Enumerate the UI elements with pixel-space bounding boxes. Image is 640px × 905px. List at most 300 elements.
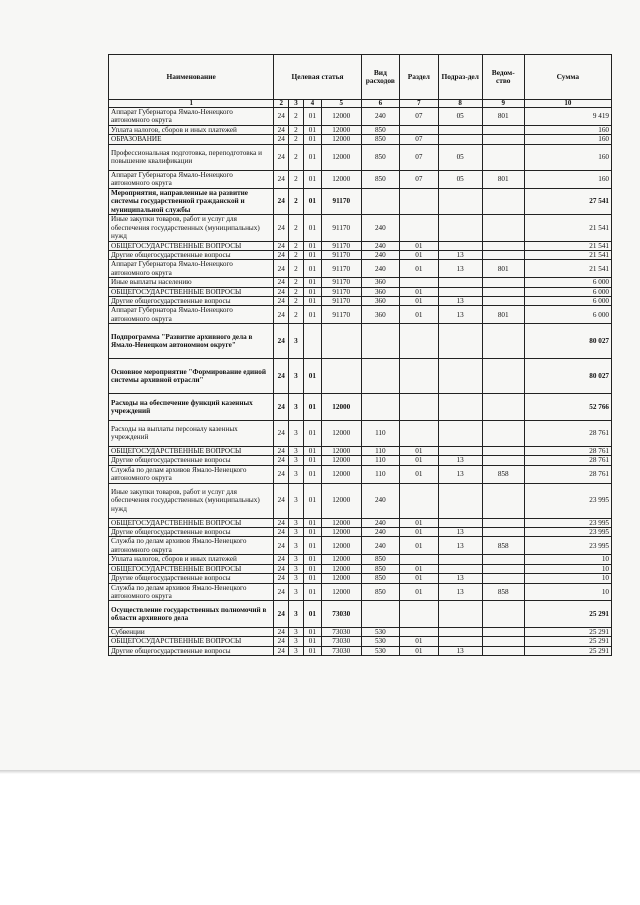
row-activity: 01 xyxy=(303,188,321,214)
table-row xyxy=(109,108,612,126)
row-subsection xyxy=(438,637,482,646)
row-subprogram: 3 xyxy=(289,394,304,420)
row-section xyxy=(400,278,439,287)
row-program: 24 xyxy=(274,637,289,646)
row-subprogram: 2 xyxy=(289,297,304,306)
row-name: Иные закупки товаров, работ и услуг для обеспечения государственных (муниципальных) нужд xyxy=(109,483,274,518)
row-subprogram: 3 xyxy=(289,528,304,537)
row-subprogram: 2 xyxy=(289,125,304,134)
row-subprogram: 3 xyxy=(289,359,304,394)
header-section: Раздел xyxy=(400,55,439,100)
row-name: Мероприятия, направленные на развитие системы государственной гражданской и муниципальной службы xyxy=(109,188,274,214)
row-section xyxy=(400,125,439,134)
row-subsection xyxy=(438,125,482,134)
row-section: 01 xyxy=(400,251,439,260)
row-section: 01 xyxy=(400,637,439,646)
table-row xyxy=(109,215,612,241)
row-activity: 01 xyxy=(303,528,321,537)
row-name: Аппарат Губернатора Ямало-Ненецкого автономного округа xyxy=(109,171,274,189)
row-section: 01 xyxy=(400,297,439,306)
row-department: 801 xyxy=(482,260,524,278)
row-department: 801 xyxy=(482,171,524,189)
row-sum: 28 761 xyxy=(524,465,611,483)
row-name: Другие общегосударственные вопросы xyxy=(109,528,274,537)
row-expense-type: 240 xyxy=(361,260,400,278)
table-row xyxy=(109,646,612,655)
row-program: 24 xyxy=(274,359,289,394)
row-section: 07 xyxy=(400,171,439,189)
row-program: 24 xyxy=(274,287,289,296)
row-sum: 21 541 xyxy=(524,260,611,278)
row-direction: 12000 xyxy=(321,518,361,527)
row-activity: 01 xyxy=(303,456,321,465)
row-subsection xyxy=(438,135,482,144)
header-expense-type: Вид расходов xyxy=(361,55,400,100)
table-row xyxy=(109,260,612,278)
row-subsection: 13 xyxy=(438,260,482,278)
row-subsection: 05 xyxy=(438,144,482,170)
row-name: Уплата налогов, сборов и иных платежей xyxy=(109,555,274,564)
row-activity: 01 xyxy=(303,447,321,456)
row-activity: 01 xyxy=(303,583,321,601)
row-department xyxy=(482,394,524,420)
row-activity: 01 xyxy=(303,555,321,564)
table-row xyxy=(109,188,612,214)
row-direction: 73030 xyxy=(321,637,361,646)
row-subsection: 13 xyxy=(438,456,482,465)
table-row xyxy=(109,324,612,359)
row-direction: 12000 xyxy=(321,483,361,518)
row-name: ОБЩЕГОСУДАРСТВЕННЫЕ ВОПРОСЫ xyxy=(109,287,274,296)
row-name: Аппарат Губернатора Ямало-Ненецкого автономного округа xyxy=(109,306,274,324)
table-row xyxy=(109,278,612,287)
table-row xyxy=(109,583,612,601)
row-sum: 10 xyxy=(524,564,611,573)
row-direction: 12000 xyxy=(321,394,361,420)
row-expense-type: 530 xyxy=(361,627,400,636)
row-direction xyxy=(321,359,361,394)
row-subprogram: 3 xyxy=(289,456,304,465)
row-activity: 01 xyxy=(303,241,321,250)
row-program: 24 xyxy=(274,171,289,189)
row-department: 801 xyxy=(482,306,524,324)
row-program: 24 xyxy=(274,601,289,627)
row-sum: 21 541 xyxy=(524,251,611,260)
row-activity: 01 xyxy=(303,125,321,134)
table-row xyxy=(109,528,612,537)
row-program: 24 xyxy=(274,135,289,144)
row-section: 01 xyxy=(400,518,439,527)
row-subsection xyxy=(438,483,482,518)
row-name: ОБЩЕГОСУДАРСТВЕННЫЕ ВОПРОСЫ xyxy=(109,564,274,573)
row-department xyxy=(482,188,524,214)
row-sum: 9 419 xyxy=(524,108,611,126)
row-department xyxy=(482,241,524,250)
row-expense-type: 240 xyxy=(361,528,400,537)
row-name: Иные закупки товаров, работ и услуг для обеспечения государственных (муниципальных) нужд xyxy=(109,215,274,241)
row-name: Другие общегосударственные вопросы xyxy=(109,646,274,655)
row-subsection xyxy=(438,241,482,250)
row-program: 24 xyxy=(274,483,289,518)
row-subprogram: 2 xyxy=(289,188,304,214)
row-expense-type: 240 xyxy=(361,241,400,250)
row-subprogram: 3 xyxy=(289,447,304,456)
row-subsection: 13 xyxy=(438,574,482,583)
row-department xyxy=(482,646,524,655)
row-department xyxy=(482,555,524,564)
row-activity: 01 xyxy=(303,601,321,627)
row-sum: 25 291 xyxy=(524,637,611,646)
row-department xyxy=(482,564,524,573)
row-expense-type: 240 xyxy=(361,537,400,555)
row-expense-type: 360 xyxy=(361,287,400,296)
index-cell: 9 xyxy=(482,100,524,108)
row-sum: 52 766 xyxy=(524,394,611,420)
table-row xyxy=(109,125,612,134)
row-subsection xyxy=(438,188,482,214)
row-sum: 160 xyxy=(524,125,611,134)
row-section: 07 xyxy=(400,108,439,126)
row-name: Основное мероприятие "Формирование единой системы архивной отрасли" xyxy=(109,359,274,394)
row-direction: 12000 xyxy=(321,528,361,537)
row-section xyxy=(400,359,439,394)
row-sum: 10 xyxy=(524,574,611,583)
row-department xyxy=(482,144,524,170)
row-sum: 160 xyxy=(524,144,611,170)
row-expense-type: 850 xyxy=(361,555,400,564)
row-subsection xyxy=(438,278,482,287)
index-row xyxy=(109,100,612,108)
row-program: 24 xyxy=(274,324,289,359)
row-sum: 25 291 xyxy=(524,646,611,655)
row-sum: 27 541 xyxy=(524,188,611,214)
row-sum: 28 761 xyxy=(524,447,611,456)
row-name: Другие общегосударственные вопросы xyxy=(109,251,274,260)
row-subsection xyxy=(438,420,482,446)
row-expense-type: 110 xyxy=(361,456,400,465)
row-subprogram: 3 xyxy=(289,465,304,483)
row-subsection xyxy=(438,215,482,241)
row-expense-type: 110 xyxy=(361,447,400,456)
row-direction: 12000 xyxy=(321,456,361,465)
row-subprogram: 3 xyxy=(289,564,304,573)
row-program: 24 xyxy=(274,518,289,527)
row-department xyxy=(482,135,524,144)
row-department xyxy=(482,637,524,646)
row-activity: 01 xyxy=(303,135,321,144)
row-section: 01 xyxy=(400,465,439,483)
table-row xyxy=(109,555,612,564)
row-subsection: 13 xyxy=(438,528,482,537)
header-target: Целевая статья xyxy=(274,55,361,100)
row-section xyxy=(400,188,439,214)
row-subsection: 05 xyxy=(438,108,482,126)
row-expense-type: 850 xyxy=(361,574,400,583)
table-row xyxy=(109,447,612,456)
row-direction: 91170 xyxy=(321,215,361,241)
row-expense-type: 110 xyxy=(361,420,400,446)
row-direction: 12000 xyxy=(321,135,361,144)
row-direction: 12000 xyxy=(321,574,361,583)
row-section: 01 xyxy=(400,564,439,573)
row-activity: 01 xyxy=(303,278,321,287)
row-subprogram: 2 xyxy=(289,287,304,296)
row-section: 01 xyxy=(400,241,439,250)
table-row xyxy=(109,518,612,527)
row-direction: 12000 xyxy=(321,171,361,189)
row-expense-type: 850 xyxy=(361,171,400,189)
row-direction: 12000 xyxy=(321,420,361,446)
row-direction: 12000 xyxy=(321,465,361,483)
row-section: 07 xyxy=(400,135,439,144)
page-edge xyxy=(0,770,640,774)
row-subsection: 13 xyxy=(438,297,482,306)
row-section xyxy=(400,627,439,636)
row-subprogram: 3 xyxy=(289,537,304,555)
row-subsection: 13 xyxy=(438,306,482,324)
index-cell: 6 xyxy=(361,100,400,108)
row-department xyxy=(482,518,524,527)
row-subprogram: 3 xyxy=(289,637,304,646)
row-section: 01 xyxy=(400,537,439,555)
row-department: 858 xyxy=(482,465,524,483)
row-direction: 73030 xyxy=(321,627,361,636)
row-program: 24 xyxy=(274,627,289,636)
header-sum: Сумма xyxy=(524,55,611,100)
row-direction: 73030 xyxy=(321,601,361,627)
row-department xyxy=(482,483,524,518)
row-activity: 01 xyxy=(303,287,321,296)
table-row xyxy=(109,306,612,324)
row-expense-type: 360 xyxy=(361,297,400,306)
row-expense-type: 240 xyxy=(361,215,400,241)
row-subprogram: 3 xyxy=(289,646,304,655)
table-row xyxy=(109,171,612,189)
row-subprogram: 2 xyxy=(289,241,304,250)
row-activity: 01 xyxy=(303,483,321,518)
row-sum: 160 xyxy=(524,171,611,189)
row-subsection: 05 xyxy=(438,171,482,189)
row-section: 01 xyxy=(400,447,439,456)
row-name: Другие общегосударственные вопросы xyxy=(109,574,274,583)
row-department xyxy=(482,125,524,134)
row-department: 858 xyxy=(482,583,524,601)
row-subsection xyxy=(438,627,482,636)
row-section xyxy=(400,483,439,518)
row-name: Аппарат Губернатора Ямало-Ненецкого автономного округа xyxy=(109,108,274,126)
row-program: 24 xyxy=(274,447,289,456)
row-subprogram: 2 xyxy=(289,135,304,144)
row-name: Другие общегосударственные вопросы xyxy=(109,456,274,465)
row-name: Субвенции xyxy=(109,627,274,636)
row-program: 24 xyxy=(274,251,289,260)
row-subprogram: 3 xyxy=(289,601,304,627)
row-activity: 01 xyxy=(303,465,321,483)
table-row xyxy=(109,394,612,420)
table-row xyxy=(109,287,612,296)
row-activity: 01 xyxy=(303,394,321,420)
row-program: 24 xyxy=(274,394,289,420)
row-department xyxy=(482,627,524,636)
row-subsection xyxy=(438,394,482,420)
row-sum: 10 xyxy=(524,555,611,564)
row-program: 24 xyxy=(274,260,289,278)
row-program: 24 xyxy=(274,456,289,465)
row-activity: 01 xyxy=(303,108,321,126)
row-program: 24 xyxy=(274,420,289,446)
row-expense-type: 850 xyxy=(361,125,400,134)
row-expense-type: 110 xyxy=(361,465,400,483)
row-subsection xyxy=(438,287,482,296)
header-row xyxy=(109,55,612,100)
row-section xyxy=(400,555,439,564)
row-department xyxy=(482,287,524,296)
row-direction: 91170 xyxy=(321,241,361,250)
row-name: Расходы на обеспечение функций казенных учреждений xyxy=(109,394,274,420)
row-sum: 21 541 xyxy=(524,241,611,250)
table-row xyxy=(109,241,612,250)
row-program: 24 xyxy=(274,646,289,655)
row-activity: 01 xyxy=(303,144,321,170)
row-subsection xyxy=(438,555,482,564)
row-subprogram: 2 xyxy=(289,260,304,278)
row-name: ОБЩЕГОСУДАРСТВЕННЫЕ ВОПРОСЫ xyxy=(109,637,274,646)
row-subsection xyxy=(438,359,482,394)
row-section xyxy=(400,394,439,420)
row-department xyxy=(482,528,524,537)
row-name: Уплата налогов, сборов и иных платежей xyxy=(109,125,274,134)
row-subprogram: 3 xyxy=(289,583,304,601)
row-direction: 91170 xyxy=(321,287,361,296)
index-cell: 2 xyxy=(274,100,289,108)
row-section xyxy=(400,215,439,241)
row-sum: 6 000 xyxy=(524,297,611,306)
row-subprogram: 2 xyxy=(289,215,304,241)
row-name: ОБЩЕГОСУДАРСТВЕННЫЕ ВОПРОСЫ xyxy=(109,241,274,250)
row-direction: 91170 xyxy=(321,306,361,324)
row-expense-type xyxy=(361,324,400,359)
row-department xyxy=(482,574,524,583)
row-name: Подпрограмма "Развитие архивного дела в Ямало-Ненецком автономном округе" xyxy=(109,324,274,359)
row-subsection: 13 xyxy=(438,583,482,601)
table-row xyxy=(109,465,612,483)
row-activity: 01 xyxy=(303,420,321,446)
row-subsection: 13 xyxy=(438,251,482,260)
row-department xyxy=(482,420,524,446)
row-direction: 91170 xyxy=(321,278,361,287)
row-direction xyxy=(321,324,361,359)
row-section: 01 xyxy=(400,574,439,583)
header-subsection: Подраз-дел xyxy=(438,55,482,100)
row-subsection xyxy=(438,447,482,456)
index-cell: 5 xyxy=(321,100,361,108)
row-subprogram: 3 xyxy=(289,420,304,446)
row-direction: 91170 xyxy=(321,260,361,278)
row-activity: 01 xyxy=(303,260,321,278)
row-subsection xyxy=(438,564,482,573)
row-subprogram: 3 xyxy=(289,518,304,527)
row-sum: 28 761 xyxy=(524,420,611,446)
row-program: 24 xyxy=(274,297,289,306)
row-section: 01 xyxy=(400,646,439,655)
table-row xyxy=(109,627,612,636)
row-program: 24 xyxy=(274,306,289,324)
row-name: Служба по делам архивов Ямало-Ненецкого автономного округа xyxy=(109,537,274,555)
row-program: 24 xyxy=(274,108,289,126)
row-program: 24 xyxy=(274,125,289,134)
row-expense-type: 850 xyxy=(361,135,400,144)
table-row xyxy=(109,297,612,306)
row-sum: 25 291 xyxy=(524,601,611,627)
row-subprogram: 3 xyxy=(289,555,304,564)
row-name: Осуществление государственных полномочий в области архивного дела xyxy=(109,601,274,627)
row-activity: 01 xyxy=(303,518,321,527)
row-program: 24 xyxy=(274,188,289,214)
row-direction: 12000 xyxy=(321,583,361,601)
row-expense-type: 360 xyxy=(361,306,400,324)
row-expense-type xyxy=(361,359,400,394)
row-program: 24 xyxy=(274,537,289,555)
row-sum: 25 291 xyxy=(524,627,611,636)
row-section: 01 xyxy=(400,456,439,465)
row-activity xyxy=(303,324,321,359)
row-department xyxy=(482,251,524,260)
row-sum: 21 541 xyxy=(524,215,611,241)
row-direction: 12000 xyxy=(321,125,361,134)
table-row xyxy=(109,359,612,394)
row-subprogram: 3 xyxy=(289,574,304,583)
row-sum: 23 995 xyxy=(524,518,611,527)
row-department xyxy=(482,456,524,465)
row-expense-type: 850 xyxy=(361,564,400,573)
row-name: Служба по делам архивов Ямало-Ненецкого автономного округа xyxy=(109,465,274,483)
table-row xyxy=(109,574,612,583)
row-subprogram: 2 xyxy=(289,306,304,324)
row-sum: 6 000 xyxy=(524,287,611,296)
row-name: Иные выплаты населению xyxy=(109,278,274,287)
row-department xyxy=(482,215,524,241)
row-activity: 01 xyxy=(303,637,321,646)
row-expense-type xyxy=(361,394,400,420)
row-subprogram: 2 xyxy=(289,251,304,260)
table-row xyxy=(109,144,612,170)
row-department: 858 xyxy=(482,537,524,555)
table-row xyxy=(109,564,612,573)
row-department xyxy=(482,601,524,627)
row-expense-type xyxy=(361,601,400,627)
row-name: Аппарат Губернатора Ямало-Ненецкого автономного округа xyxy=(109,260,274,278)
row-direction: 12000 xyxy=(321,108,361,126)
row-program: 24 xyxy=(274,215,289,241)
row-sum: 6 000 xyxy=(524,278,611,287)
table-row xyxy=(109,135,612,144)
row-subprogram: 2 xyxy=(289,108,304,126)
budget-table xyxy=(108,54,612,656)
row-program: 24 xyxy=(274,528,289,537)
row-direction: 91170 xyxy=(321,188,361,214)
row-name: Профессиональная подготовка, переподготовка и повышение квалификации xyxy=(109,144,274,170)
row-sum: 23 995 xyxy=(524,483,611,518)
row-direction: 12000 xyxy=(321,447,361,456)
row-direction: 73030 xyxy=(321,646,361,655)
row-subsection xyxy=(438,324,482,359)
row-direction: 12000 xyxy=(321,564,361,573)
row-name: Другие общегосударственные вопросы xyxy=(109,297,274,306)
row-expense-type: 360 xyxy=(361,278,400,287)
row-program: 24 xyxy=(274,574,289,583)
row-name: ОБЩЕГОСУДАРСТВЕННЫЕ ВОПРОСЫ xyxy=(109,518,274,527)
row-program: 24 xyxy=(274,555,289,564)
